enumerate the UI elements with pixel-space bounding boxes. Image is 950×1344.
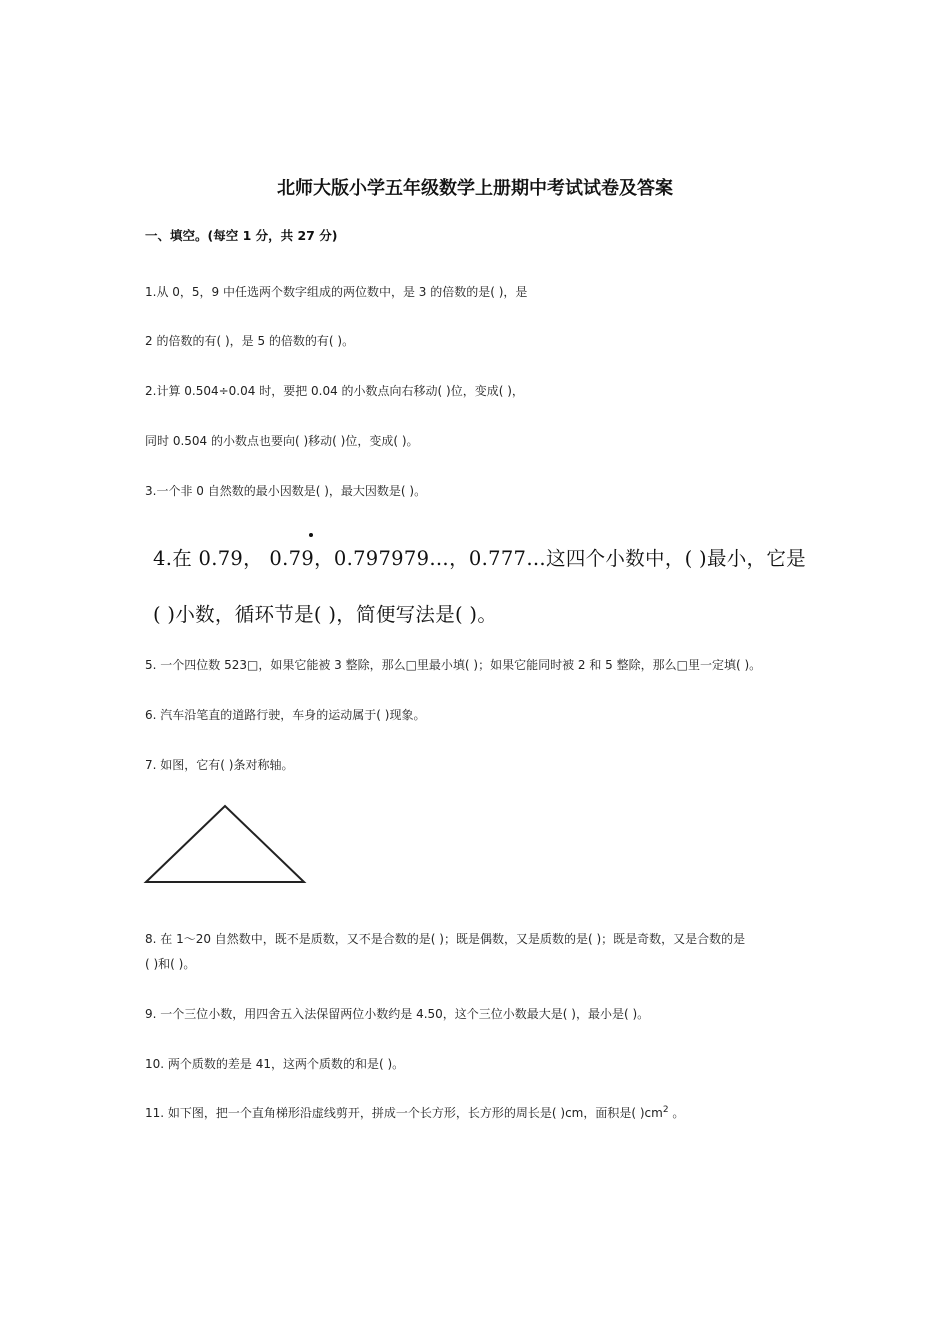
question-5: 5. 一个四位数 523□，如果它能被 3 整除，那么□里最小填( )；如果它能同时被 2 和 5 整除，那么□里一定填( )。	[145, 658, 762, 672]
question-1-line-2: 2 的倍数的有( )，是 5 的倍数的有( )。	[145, 334, 355, 348]
question-6: 6. 汽车沿笔直的道路行驶，车身的运动属于( )现象。	[145, 708, 426, 722]
question-8-line-2: ( )和( )。	[145, 957, 196, 971]
question-4-line-2: ( )小数，循环节是( )，简便写法是( )。	[153, 603, 498, 626]
page-title: 北师大版小学五年级数学上册期中考试试卷及答案	[277, 178, 673, 199]
question-10: 10. 两个质数的差是 41，这两个质数的和是( )。	[145, 1057, 405, 1071]
repeating-decimal	[269, 547, 314, 570]
question-3: 3.一个非 0 自然数的最小因数是( )，最大因数是( )。	[145, 484, 427, 498]
repeating-digit: 9	[301, 547, 314, 570]
triangle-shape	[146, 806, 304, 882]
question-11: 11. 如下图，把一个直角梯形沿虚线剪开，拼成一个长方形，长方形的周长是( )cm，面积是( )$cm^2$ 。	[145, 1105, 685, 1120]
triangle-figure	[143, 803, 309, 887]
section-heading-fill-blank: 一、填空。(每空 1 分，共 27 分)	[145, 228, 338, 243]
repeat-dot-icon	[309, 533, 313, 537]
question-8-line-1: 8. 在 1～20 自然数中，既不是质数，又不是合数的是( )；既是偶数，又是质数的是( )；既是奇数，又是合数的是	[145, 932, 746, 946]
repeating-decimal-base: 0.7	[269, 547, 302, 570]
question-2-line-2: 同时 0.504 的小数点也要向( )移动( )位，变成( )。	[145, 434, 419, 448]
question-4-suffix: ，0.797979…，0.777…这四个小数中，( )最小，它是	[314, 547, 806, 570]
question-9: 9. 一个三位小数，用四舍五入法保留两位小数约是 4.50，这个三位小数最大是( )，最小是( )。	[145, 1007, 650, 1021]
question-1-line-1: 1.从 0，5，9 中任选两个数字组成的两位数中，是 3 的倍数的是( )，是	[145, 285, 528, 299]
superscript-2: 2	[662, 1105, 669, 1115]
question-2-line-1: 2.计算 0.504÷0.04 时，要把 0.04 的小数点向右移动( )位，变成( )，	[145, 384, 524, 398]
question-7: 7. 如图，它有( )条对称轴。	[145, 758, 294, 772]
question-4-prefix: 4.在 0.79，	[153, 547, 263, 570]
question-4-line-1	[153, 543, 806, 571]
